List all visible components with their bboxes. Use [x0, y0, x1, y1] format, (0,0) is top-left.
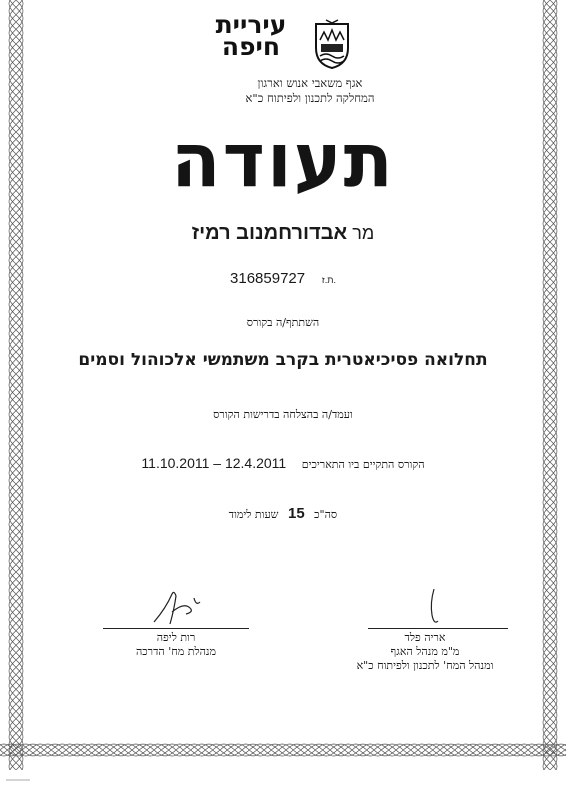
city-logo-text: עיריית חיפה [215, 10, 287, 61]
dept-line-2: המחלקה לתכנון ולפיתוח כ"א [245, 91, 375, 105]
id-number: 316859727 [230, 270, 306, 287]
hours-value: 15 [287, 505, 305, 522]
hours-label: שעות לימוד [228, 508, 279, 521]
id-row [0, 270, 566, 287]
honorific: מר [352, 223, 375, 243]
recipient-line [0, 222, 566, 245]
left-signature-line [103, 628, 249, 629]
right-signatory [330, 631, 520, 673]
department-header [210, 76, 410, 106]
id-label: ת.ז. [321, 275, 336, 285]
right-signature [420, 585, 450, 629]
dates-value: 11.10.2011 – 12.4.2011 [141, 455, 287, 471]
course-dates [0, 455, 566, 471]
right-signature-line [368, 628, 508, 629]
certificate-title: תעודה [171, 115, 395, 205]
participated-text: השתתף/ה בקורס [246, 316, 320, 329]
left-signatory-title: מנהלת מח' הדרכה [135, 645, 217, 658]
left-signatory [103, 631, 249, 659]
dept-line-1: אגף משאבי אנוש וארגון [257, 76, 363, 90]
course-name: תחלואה פסיכיאטרית בקרב משתמשי אלכוהול וסמים [78, 350, 488, 370]
total-hours [0, 505, 566, 522]
left-signatory-name: רות ליפה [156, 631, 196, 644]
right-signatory-name: אריה פלד [404, 631, 446, 644]
right-signatory-title-2: ומנהל המח' לתכנון ולפיתוח כ"א [356, 659, 494, 672]
recipient-name: אבדורחמנוב רמיז [191, 222, 348, 244]
left-signature [150, 588, 210, 628]
completed-text: ועמד/ה בהצלחה בדרישות הקורס [213, 408, 353, 421]
dates-label: הקורס התקיים ביו התאריכים [301, 458, 425, 471]
right-signatory-title-1: מ"מ מנהל האגף [390, 645, 460, 658]
total-label: סה"כ [314, 508, 338, 521]
haifa-emblem-icon [312, 18, 352, 70]
